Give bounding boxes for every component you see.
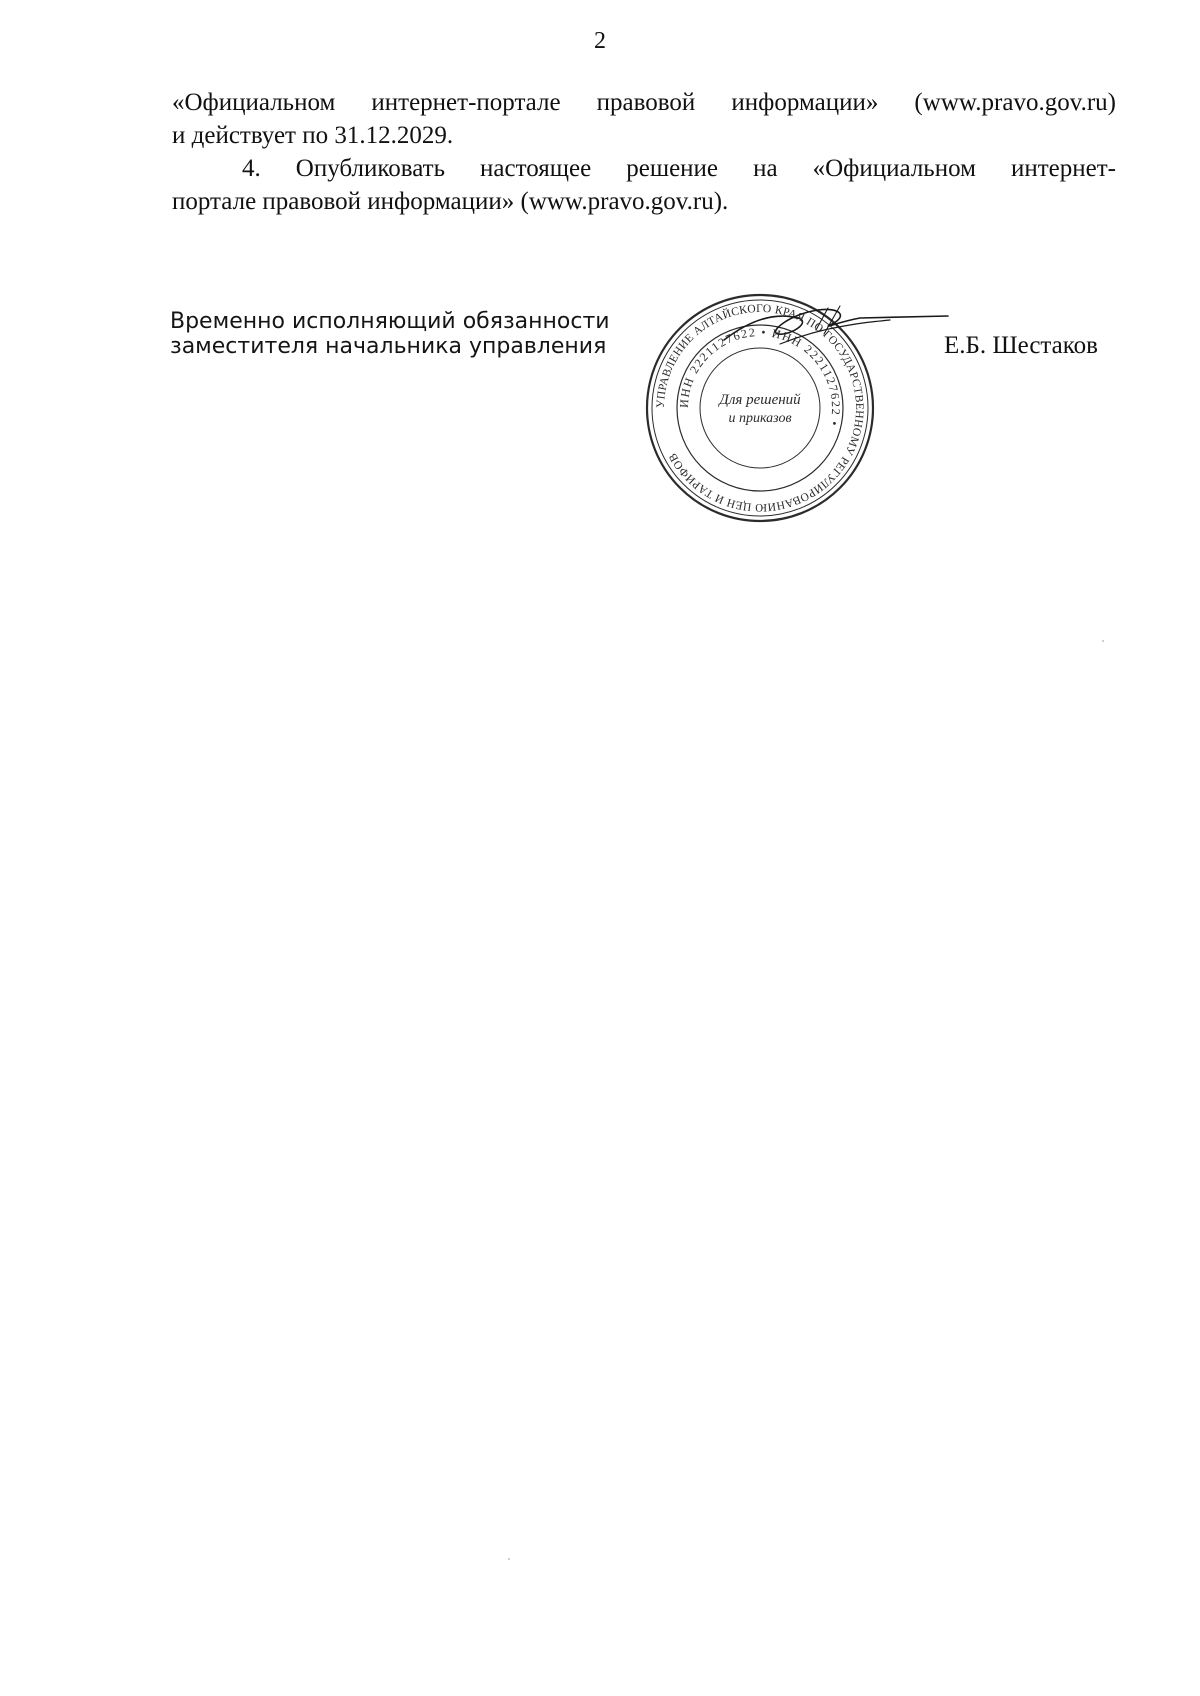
- signer-name: Е.Б. Шестаков: [944, 332, 1098, 359]
- seal-center-line1: Для решений: [719, 392, 801, 408]
- signer-title: [170, 309, 610, 359]
- paragraph-line: портале правовой информации» (www.pravo.gov.ru).: [172, 188, 729, 215]
- signer-title-line: Временно исполняющий обязанности: [170, 309, 610, 334]
- paragraph-line: и действует по 31.12.2029.: [172, 122, 454, 149]
- scan-speck: [1102, 640, 1104, 642]
- seal-outer-text: УПРАВЛЕНИЕ АЛТАЙСКОГО КРАЯ ПО ГОСУДАРСТВЕННОМУ РЕГУЛИРОВАНИЮ ЦЕН И ТАРИФОВ: [654, 302, 866, 514]
- seal-center-line2: и приказов: [728, 411, 792, 426]
- paragraph-line: 4. Опубликовать настоящее решение на «Официальном интернет-: [242, 155, 1116, 182]
- seal-inner-text: ИНН 2221127622 • ИНН 2221127622 •: [676, 324, 844, 429]
- page-number: 2: [594, 28, 606, 54]
- handwritten-signature: [720, 300, 950, 360]
- paragraph-item-4: [172, 152, 1116, 218]
- paragraph-line: «Официальном интернет-портале правовой информации» (www.pravo.gov.ru): [172, 89, 1116, 116]
- scan-speck: [508, 1558, 510, 1560]
- paragraph-publication-validity: [172, 86, 1116, 152]
- signer-title-line: заместителя начальника управления: [170, 334, 607, 359]
